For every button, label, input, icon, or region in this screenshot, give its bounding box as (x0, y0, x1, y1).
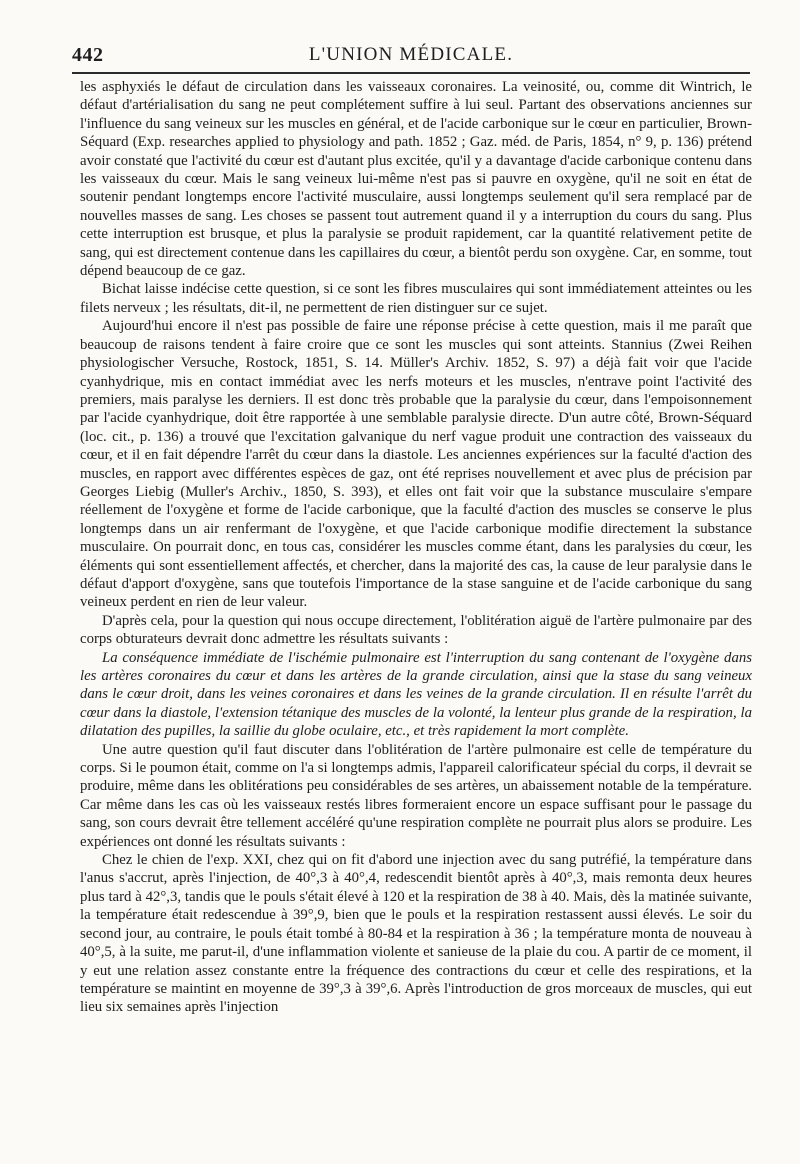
paragraph-6: Une autre question qu'il faut discuter dans l'oblitération de l'artère pulmonaire est celle de température du corps. Si le poumon était, comme on l'a si longtemps admis, l'appareil calorificateur spécial du corps, il devrait se produire, même dans les oblitérations peu considérables de ses artères, un abaissement notable de la température. Car même dans les cas où les vaisseaux restés libres formeraient encore un espace suffisant pour le passage du sang, son cours devrait être tellement accéléré qu'une respiration complète ne pourrait plus alors se produire. Les expériences ont donné les résultats suivants : (80, 741, 752, 850)
header-rule (72, 72, 750, 74)
paragraph-1: les asphyxiés le défaut de circulation dans les vaisseaux coronaires. La veinosité, ou, comme dit Wintrich, le défaut d'artérialisation du sang ne peut complétement suffire à lui seul. Partant des observations anciennes sur l'influence du sang veineux sur les muscles en général, et de l'acide carbonique sur le cœur en particulier, Brown-Séquard (Exp. researches applied to physiology and path. 1852 ; Gaz. méd. de Paris, 1854, n° 9, p. 136) prétend avoir constaté que l'activité du cœur est d'autant plus excitée, qu'il y a davantage d'acide carbonique contenu dans les vaisseaux du cœur. Mais le sang veineux lui-même n'est pas si pauvre en oxygène, qu'il ne soit en état de soutenir pendant longtemps encore l'activité musculaire, aussi longtemps seulement qu'il sera remplacé par de nouvelles masses de sang. Les choses se passent tout autrement quand il y a interruption du cours du sang. Plus cette interruption est brusque, et plus la paralysie se produit rapidement, car la quantité relativement petite de sang, qui est directement contenue dans les capillaires du cœur, a bientôt perdu son oxygène. Car, en somme, tout dépend beaucoup de ce gaz. (80, 79, 752, 280)
body-text (80, 78, 752, 1017)
running-head (72, 38, 750, 74)
journal-title: L'UNION MÉDICALE. (308, 44, 514, 65)
paragraph-2: Bichat laisse indécise cette question, si ce sont les fibres musculaires qui sont immédiatement atteintes ou les filets nerveux ; les résultats, dit-il, ne permettent de rien distinguer sur ce sujet. (80, 281, 752, 316)
paragraph-5-italic-conclusion: La conséquence immédiate de l'ischémie pulmonaire est l'interruption du sang contenant de l'oxygène dans les artères coronaires du cœur et dans les artères de la grande circulation, ainsi que la stase du sang veineux dans le cœur droit, dans les veines coronaires et dans les veines de la grande circulation. Il en résulte l'arrêt du cœur dans la diastole, l'extension tétanique des muscles de la volonté, la lenteur plus grande de la respiration, la dilatation des pupilles, la saillie du globe oculaire, etc., et très rapidement la mort complète. (80, 649, 752, 740)
paragraph-4: D'après cela, pour la question qui nous occupe directement, l'oblitération aiguë de l'artère pulmonaire par des corps obturateurs devrait donc admettre les résultats suivants : (80, 612, 752, 648)
paragraph-7: Chez le chien de l'exp. XXI, chez qui on fit d'abord une injection avec du sang putréfié, la température dans l'anus s'accrut, après l'injection, de 40°,3 à 40°,4, redescendit bientôt après à 40°,3, mais remonta deux heures plus tard à 42°,3, tandis que le pouls s'était élevé à 120 et la respiration de 38 à 40. Mais, dès la matinée suivante, la température était redescendue à 39°,9, bien que le pouls et la respiration restassent aussi élevés. Le soir du second jour, au contraire, le pouls était tombé à 80-84 et la respiration à 36 ; la température monta de nouveau à 40°,5, à la suite, me parut-il, d'une inflammation violente et sanieuse de la plaie du cou. A partir de ce moment, il y eut une relation assez constante entre la fréquence des contractions du cœur et celle des respirations, et la température se maintint en moyenne de 39°,3 à 39°,6. Après l'introduction de gros morceaux de muscles, qui eut lieu six semaines après l'injection (80, 852, 752, 1016)
page-number: 442 (72, 44, 104, 66)
paragraph-3: Aujourd'hui encore il n'est pas possible de faire une réponse précise à cette question, mais il me paraît que beaucoup de raisons tendent à faire croire que ce sont les muscles qui sont atteints. Stannius (Zwei Reihen physiologischer Versuche, Rostock, 1851, S. 14. Müller's Archiv. 1852, S. 97) a déjà fait voir que l'acide cyanhydrique, mis en contact immédiat avec les nerfs moteurs et les muscles, n'entrave point l'activité des premiers, mais paralyse les derniers. Il est donc très probable que la paralysie du cœur, dans l'empoisonnement par l'acide cyanhydrique, doit être rapportée à une semblable paralysie directe. D'un autre côté, Brown-Séquard (loc. cit., p. 136) a trouvé que l'excitation galvanique du nerf vague produit une contraction des vaisseaux du cœur, et il en fait dépendre l'arrêt du cœur dans la diastole. Les anciennes expériences sur la faculté d'action des muscles, en rapport avec différentes espèces de gaz, ont été reprises nouvellement et avec plus de précision par Georges Liebig (Muller's Archiv., 1850, S. 393), et elles ont fait voir que la substance musculaire s'empare réellement de l'oxygène et forme de l'acide carbonique, que la faculté d'action des muscles se conserve le plus longtemps dans un air renfermant de l'oxygène, et que l'acide carbonique modifie directement la substance musculaire. On pourrait donc, en tous cas, considérer les muscles comme étant, dans les paralysies du cœur, les éléments qui sont essentiellement affectés, et chercher, dans la majorité des cas, la cause de leur paralysie dans le défaut d'apport d'oxygène, sans que toutefois l'importance de la stase sanguine et de l'acide carbonique du sang veineux perdent en rien de leur valeur. (80, 318, 752, 611)
